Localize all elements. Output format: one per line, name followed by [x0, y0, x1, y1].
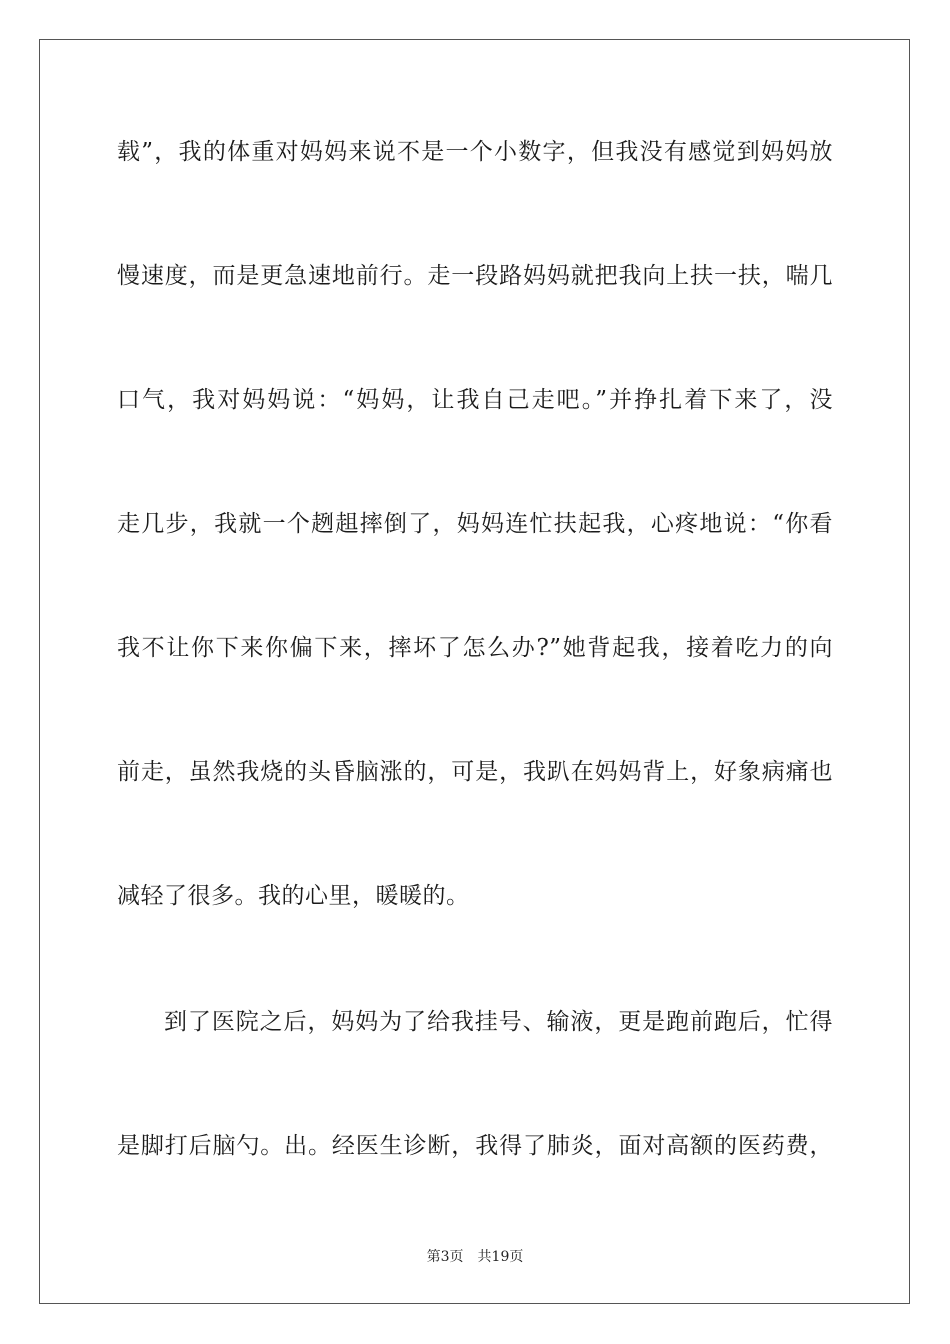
- text-line-9: 是脚打后脑勺。出。经医生诊断，我得了肺炎，面对高额的医药费，: [117, 1133, 833, 1159]
- page-border: [39, 39, 910, 1304]
- page-number: 第3页: [426, 1249, 464, 1265]
- paragraph-start-line: 到了医院之后，妈妈为了给我挂号、输液，更是跑前跑后，忙得: [164, 1009, 833, 1035]
- text-line-7: 减轻了很多。我的心里，暖暖的。: [117, 883, 470, 909]
- text-line-4: 走几步，我就一个趔趄摔倒了，妈妈连忙扶起我，心疼地说：“你看: [117, 511, 833, 537]
- text-line-6: 前走，虽然我烧的头昏脑涨的，可是，我趴在妈妈背上，好象病痛也: [117, 759, 833, 785]
- text-line-5: 我不让你下来你偏下来，摔坏了怎么办?”她背起我，接着吃力的向: [117, 635, 833, 661]
- text-line-1: 载”，我的体重对妈妈来说不是一个小数字，但我没有感觉到妈妈放: [117, 139, 833, 165]
- text-line-2: 慢速度，而是更急速地前行。走一段路妈妈就把我向上扶一扶，喘几: [117, 263, 833, 289]
- page-footer: [0, 1248, 950, 1266]
- text-line-3: 口气，我对妈妈说：“妈妈，让我自己走吧。”并挣扎着下来了，没: [117, 387, 833, 413]
- total-pages: 共19页: [477, 1249, 524, 1265]
